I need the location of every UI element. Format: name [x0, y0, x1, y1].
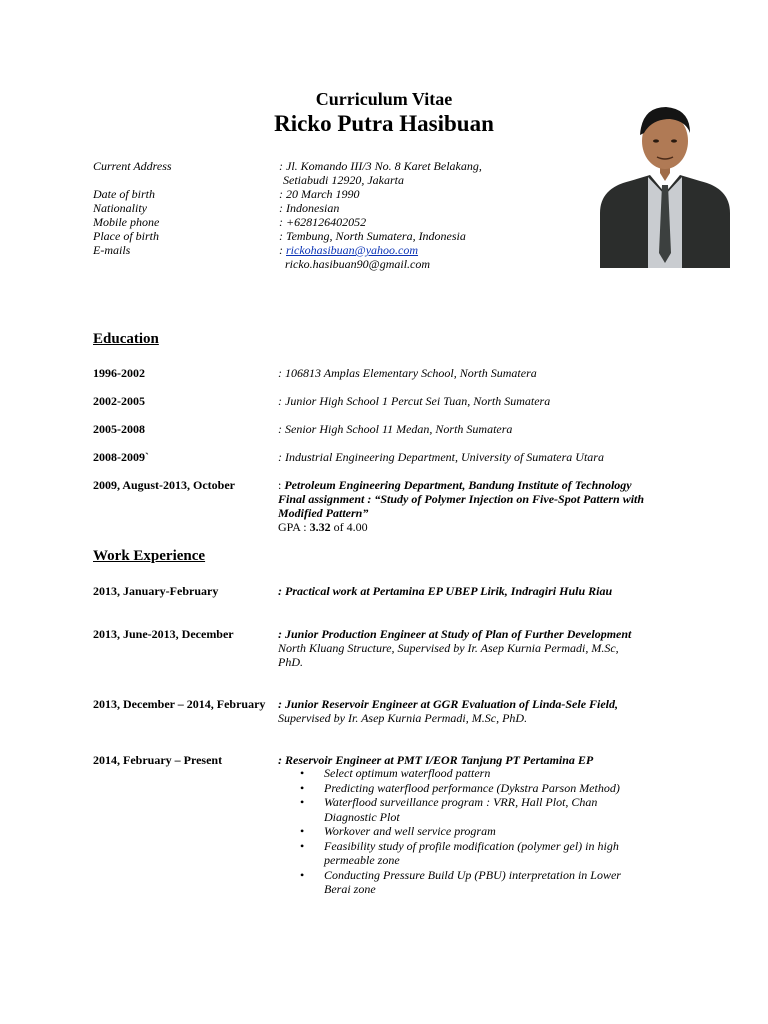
nationality-label: Nationality [93, 201, 147, 215]
final-assignment-title: “Study of Polymer Injection on Five-Spot Pattern with [374, 492, 645, 506]
mobile-label: Mobile phone [93, 215, 160, 229]
profile-photo [600, 103, 730, 268]
cv-name: Ricko Putra Hasibuan [274, 111, 494, 136]
work-desc-line: North Kluang Structure, Supervised by Ir. Asep Kurnia Permadi, M.Sc, [278, 641, 619, 655]
list-item-continuation: Diagnostic Plot [324, 809, 400, 824]
work-desc: : Practical work at Pertamina EP UBEP Lirik, Indragiri Hulu Riau [278, 584, 613, 598]
list-item-continuation: permeable zone [324, 853, 400, 867]
edu-desc-itb [278, 478, 632, 492]
list-item: • Conducting Pressure Build Up (PBU) interpretation in Lower [296, 868, 621, 883]
work-desc-line: PhD. [278, 655, 303, 669]
email-row-1 [279, 243, 418, 257]
work-date: 2013, December – 2014, February [93, 697, 266, 711]
dob-value: : 20 March 1990 [279, 187, 360, 201]
pob-value: : Tembung, North Sumatera, Indonesia [279, 229, 466, 243]
work-desc-line: Supervised by Ir. Asep Kurnia Permadi, M.Sc, PhD. [278, 711, 528, 725]
final-assignment-prefix: Final assignment : [278, 492, 375, 506]
final-assignment [278, 492, 644, 506]
list-item: • Select optimum waterflood pattern [296, 766, 621, 781]
cv-title: Curriculum Vitae [315, 89, 453, 109]
edu-desc: : Senior High School 11 Medan, North Sumatera [278, 422, 513, 436]
edu-date: 1996-2002 [93, 366, 145, 380]
edu-desc: : Industrial Engineering Department, University of Sumatera Utara [278, 450, 604, 464]
final-assignment-title-2: Modified Pattern” [278, 506, 369, 520]
edu-date: 2009, August-2013, October [93, 478, 235, 492]
list-item: • Workover and well service program [296, 824, 621, 839]
address-line2: Setiabudi 12920, Jakarta [283, 173, 404, 187]
dob-label: Date of birth [93, 187, 155, 201]
address-label: Current Address [93, 159, 172, 173]
edu-desc: : 106813 Amplas Elementary School, North Sumatera [278, 366, 537, 380]
email-label: E-mails [93, 243, 131, 257]
work-heading: Work Experience [93, 548, 206, 564]
edu-date: 2005-2008 [93, 422, 145, 436]
gpa-value: 3.32 [309, 520, 331, 534]
work-date: 2013, January-February [93, 584, 219, 598]
email-link-yahoo[interactable]: rickohasibuan@yahoo.com [286, 243, 419, 257]
list-item: • Waterflood surveillance program : VRR, Hall Plot, Chan [296, 795, 621, 810]
list-item: • Feasibility study of profile modification (polymer gel) in high [296, 839, 621, 854]
education-heading: Education [93, 331, 159, 347]
work-desc: : Reservoir Engineer at PMT I/EOR Tanjung PT Pertamina EP [278, 753, 594, 767]
pob-label: Place of birth [93, 229, 159, 243]
edu-date: 2002-2005 [93, 394, 145, 408]
responsibilities-list [296, 766, 621, 897]
email-row-2: ricko.hasibuan90@gmail.com [285, 257, 431, 271]
edu-date: 2008-2009` [93, 450, 149, 464]
work-date: 2013, June-2013, December [93, 627, 234, 641]
work-desc: : Junior Production Engineer at Study of Plan of Further Development [278, 627, 632, 641]
mobile-value: : +628126402052 [279, 215, 367, 229]
edu-itb-dept: Petroleum Engineering Department, Bandung Institute of Technology [284, 478, 632, 492]
nationality-value: : Indonesian [279, 201, 340, 215]
edu-colon: : [278, 478, 285, 492]
gpa [278, 520, 368, 534]
email-colon: : [279, 243, 286, 257]
edu-desc: : Junior High School 1 Percut Sei Tuan, North Sumatera [278, 394, 551, 408]
address-line1: : Jl. Komando III/3 No. 8 Karet Belakang, [279, 159, 482, 173]
list-item: • Predicting waterflood performance (Dykstra Parson Method) [296, 781, 621, 796]
gpa-label: GPA : [278, 520, 310, 534]
gpa-suffix: of 4.00 [330, 520, 368, 534]
work-desc: : Junior Reservoir Engineer at GGR Evaluation of Linda-Sele Field, [278, 697, 619, 711]
list-item-continuation: Berai zone [324, 882, 376, 896]
work-date: 2014, February – Present [93, 753, 223, 767]
